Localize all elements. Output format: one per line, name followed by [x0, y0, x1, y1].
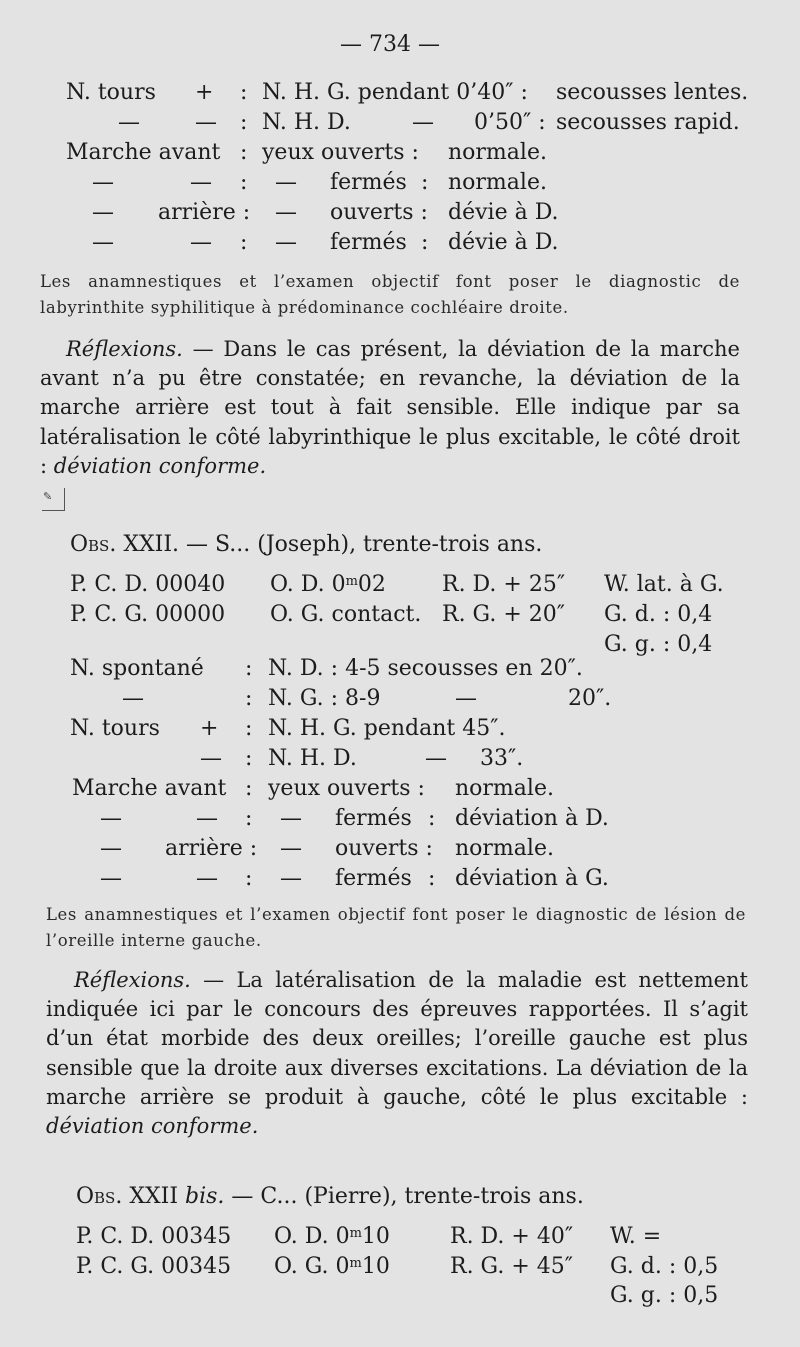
cell: normale. — [448, 140, 547, 165]
cell: G. d. : 0,4 — [604, 602, 713, 627]
cell: — — [92, 170, 114, 195]
cell: arrière : — [158, 200, 251, 225]
cell: : — [428, 806, 436, 831]
cell: N. tours — [70, 716, 160, 741]
cell: N. H. G. pendant 45″. — [268, 716, 506, 741]
cell-part: O. D. 0 — [274, 1224, 350, 1249]
cell: R. G. + 45″ — [450, 1254, 573, 1279]
observation-label: Obs. XXII — [76, 1184, 179, 1209]
cell: Marche avant — [72, 776, 227, 801]
cell: : — [240, 140, 248, 165]
cell: G. g. : 0,5 — [610, 1283, 719, 1308]
cell: : — [421, 170, 429, 195]
margin-mark-glyph: ✎ — [43, 490, 53, 503]
reflections-paragraph — [46, 966, 748, 1141]
cell: — — [196, 866, 218, 891]
cell: — — [280, 836, 302, 861]
cell: yeux ouverts : — [268, 776, 425, 801]
page-number: — 734 — — [340, 32, 440, 57]
cell: — — [118, 110, 140, 135]
cell: déviation à G. — [455, 866, 609, 891]
cell: — — [100, 806, 122, 831]
cell: fermés — [330, 170, 407, 195]
cell: P. C. G. 00345 — [76, 1254, 232, 1279]
cell: dévie à D. — [448, 200, 559, 225]
cell: — — [190, 170, 212, 195]
cell: : — [245, 746, 253, 771]
cell: N. H. D. — [262, 110, 351, 135]
cell: G. d. : 0,5 — [610, 1254, 719, 1279]
cell: — — [275, 170, 297, 195]
cell-part: 10 — [361, 1224, 390, 1249]
cell: yeux ouverts : — [262, 140, 419, 165]
cell: fermés — [335, 866, 412, 891]
cell: : — [240, 170, 248, 195]
cell: secousses lentes. — [556, 80, 749, 105]
cell: — — [122, 686, 144, 711]
cell: N. spontané — [70, 656, 204, 681]
cell: R. G. + 20″ — [442, 602, 565, 627]
cell-part: 10 — [361, 1254, 390, 1279]
observation-bis: bis. — [178, 1184, 225, 1209]
cell-sup: m — [345, 574, 358, 589]
cell: R. D. + 25″ — [442, 572, 566, 597]
cell: — — [92, 200, 114, 225]
cell: : — [245, 776, 253, 801]
cell: : — [240, 80, 248, 105]
cell: N. D. : 4-5 secousses en 20″. — [268, 656, 583, 681]
cell: fermés — [335, 806, 412, 831]
cell: : — [240, 110, 248, 135]
cell: — — [425, 746, 447, 771]
cell — [270, 570, 386, 600]
reflections-lead: Réflexions. — [74, 968, 191, 992]
reflections-paragraph — [40, 335, 740, 481]
cell-sup: m — [349, 1226, 362, 1241]
cell: 0’50″ : — [474, 110, 546, 135]
cell: normale. — [448, 170, 547, 195]
cell: — — [190, 230, 212, 255]
cell: : — [245, 656, 253, 681]
cell: : — [245, 806, 253, 831]
cell: ouverts : — [330, 200, 428, 225]
cell: Marche avant — [66, 140, 221, 165]
observation-label: Obs. XXII. — [70, 532, 180, 557]
observation-title: — C... (Pierre), trente-trois ans. — [224, 1184, 584, 1209]
cell: 20″. — [568, 686, 612, 711]
cell — [274, 1252, 390, 1282]
cell: + — [200, 716, 219, 741]
cell: — — [275, 200, 297, 225]
cell: : — [245, 716, 253, 741]
cell: normale. — [455, 836, 554, 861]
cell: N. H. G. pendant 0’40″ : — [262, 80, 528, 105]
cell: ouverts : — [335, 836, 433, 861]
cell: N. G. : 8-9 — [268, 686, 381, 711]
cell: — — [92, 230, 114, 255]
cell: 33″. — [480, 746, 524, 771]
reflections-body: — Dans le cas présent, la déviation de la marche avant n’a pu être constatée; en revanche, la déviation de la marche arrière est tout à fait sensible. Elle indique par sa latéralisation le côté labyrinthique le plus excitable, le côté droit : — [40, 337, 740, 478]
cell-part: O. G. 0 — [274, 1254, 350, 1279]
reflections-lead: Réflexions. — [66, 337, 183, 361]
cell: — — [200, 746, 222, 771]
cell: : — [240, 230, 248, 255]
cell: — — [100, 866, 122, 891]
cell: : — [421, 230, 429, 255]
cell: R. D. + 40″ — [450, 1224, 574, 1249]
cell: — — [196, 806, 218, 831]
cell: secousses rapid. — [556, 110, 740, 135]
reflections-conclusion: déviation conforme. — [53, 453, 267, 478]
cell: fermés — [330, 230, 407, 255]
diagnostic-note: Les anamnestiques et l’examen objectif font poser le diagnostic de labyrinthite syphilitique à prédominance cochléaire droite. — [40, 272, 740, 317]
diagnostic-note: Les anamnestiques et l’examen objectif font poser le diagnostic de lésion de l’oreille interne gauche. — [46, 905, 746, 950]
cell: O. G. contact. — [270, 602, 422, 627]
margin-mark — [42, 488, 65, 511]
observation-heading — [76, 1182, 584, 1212]
cell: — — [412, 110, 434, 135]
cell: W. = — [610, 1224, 662, 1249]
cell: — — [280, 866, 302, 891]
cell: : — [245, 686, 253, 711]
cell: — — [195, 110, 217, 135]
cell-part: O. D. 0 — [270, 572, 346, 597]
cell: P. C. G. 00000 — [70, 602, 226, 627]
cell: : — [245, 866, 253, 891]
cell: normale. — [455, 776, 554, 801]
reflections-conclusion: déviation conforme. — [46, 1114, 259, 1139]
cell: dévie à D. — [448, 230, 559, 255]
cell: W. lat. à G. — [604, 572, 724, 597]
observation-title: — S... (Joseph), trente-trois ans. — [179, 532, 543, 557]
cell: P. C. D. 00040 — [70, 572, 226, 597]
cell-sup: m — [349, 1256, 362, 1271]
cell: arrière : — [165, 836, 258, 861]
cell: — — [280, 806, 302, 831]
reflections-body: — La latéralisation de la maladie est nettement indiquée ici par le concours des épreuves rapportées. Il s’agit d’un état morbide des deux oreilles; l’oreille gauche est plus sensible que la droite aux diverses excitations. La déviation de la marche arrière se produit à gauche, côté le plus excitable : — [46, 968, 748, 1109]
observation-heading — [70, 530, 542, 560]
cell: N. H. D. — [268, 746, 357, 771]
cell: — — [275, 230, 297, 255]
cell: : — [428, 866, 436, 891]
cell: + — [195, 80, 214, 105]
cell: N. tours — [66, 80, 156, 105]
cell: G. g. : 0,4 — [604, 632, 713, 657]
cell: déviation à D. — [455, 806, 609, 831]
cell: P. C. D. 00345 — [76, 1224, 232, 1249]
cell-part: 02 — [357, 572, 386, 597]
cell — [274, 1222, 390, 1252]
cell: — — [100, 836, 122, 861]
cell: — — [455, 686, 477, 711]
